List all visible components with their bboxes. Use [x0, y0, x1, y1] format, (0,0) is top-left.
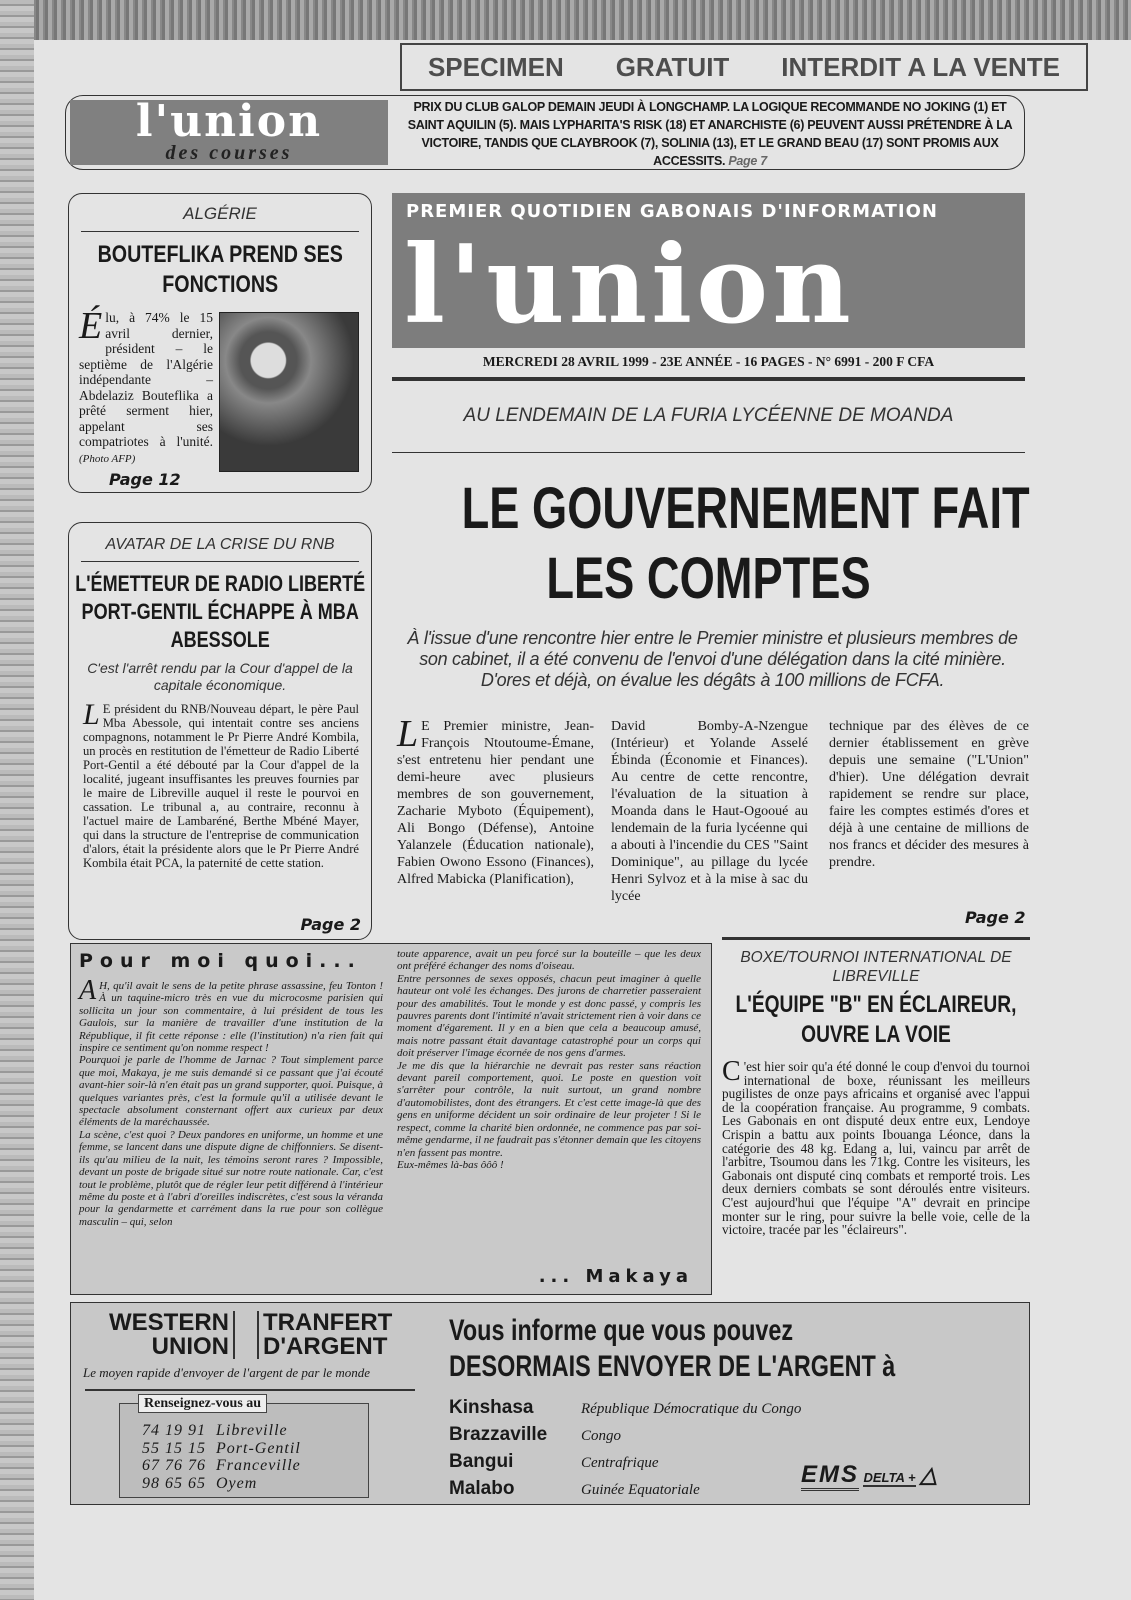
western-union-ad: WESTERN UNION TRANFERT D'ARGENT Le moyen rapide d'envoyer de l'argent de par le monde Renseignez-vous au 74 19 91 Libreville 55 15 15 Port-Gentil 67 76 76 Franceville 98 65 65 Oyem Vous informe que vous pouvez DESORMAIS ENVOYER DE L'ARGENT à Kinshasa République Démocratique du Congo Brazzaville Congo Bangui Centrafrique Malabo Guinée Equatoriale EMS DELTA + △	[70, 1302, 1030, 1505]
info-box: Renseignez-vous au 74 19 91 Libreville 55 15 15 Port-Gentil 67 76 76 Franceville 98 65 65 Oyem	[119, 1403, 369, 1498]
page-link[interactable]: Page 2	[965, 908, 1026, 927]
algerie-headline: BOUTEFLIKA PREND SES FONCTIONS	[97, 241, 343, 298]
page-link[interactable]: Page 12	[109, 470, 181, 489]
page-link[interactable]: Page 2	[300, 915, 361, 934]
phone-number: 98 65 65 Oyem	[142, 1474, 258, 1492]
bouteflika-photo	[219, 312, 359, 472]
dateline: MERCREDI 28 AVRIL 1999 - 23E ANNÉE - 16 PAGES - N° 6991 - 200 F CFA	[482, 354, 935, 369]
lead-kicker: AU LENDEMAIN DE LA FURIA LYCÉENNE DE MOANDA	[463, 405, 954, 426]
destination: Kinshasa République Démocratique du Congo	[449, 1397, 802, 1418]
rnb-box: AVATAR DE LA CRISE DU RNB L'ÉMETTEUR DE RADIO LIBERTÉ PORT-GENTIL ÉCHAPPE À MBA ABESSOLE C'est l'arrêt rendu par la Cour d'appel de la capitale économique. L E président du RNB/Nouveau départ, le père Paul Mba Abessole, qui intentait contre ses anciens compagnons, notamment le Pr Pierre André Kombila, un procès en restitution de l'émetteur de Radio Liberté Port-Gentil a été débouté par la Cour d'appel de la localité, jugeant insuffisantes les preuves fournies par le maire de Libreville auquel il reste le pourvoi en cassation. Le tribunal a, au contraire, reconnu à l'actuel maire de Lambaréné, Berthe Mbéné Mayer, qui dans la structure de l'entreprise de communication d'alors, était la présidente alors que le Pr Pierre André Kombila était PCA, la paternité de cette station. Page 2	[68, 522, 372, 940]
masthead-tagline: PREMIER QUOTIDIEN GABONAIS D'INFORMATION	[406, 201, 938, 222]
phone-number: 55 15 15 Port-Gentil	[142, 1439, 301, 1457]
courses-logo: l'union des courses	[70, 100, 388, 165]
boxe-headline: L'ÉQUIPE "B" EN ÉCLAIREUR, OUVRE LA VOIE	[735, 991, 1017, 1048]
algerie-box: ALGÉRIE BOUTEFLIKA PREND SES FONCTIONS Élu, à 74% le 15 avril dernier, président – le septième de l'Algérie indépendante – Abdelaziz Bouteflika a prêté serment hier, appelant ses compatriotes à l'unité. (Photo AFP) Page 12	[68, 193, 372, 493]
pour-moi-quoi-column: Pour moi quoi... A H, qu'il avait le sens de la petite phrase assassine, feu Tonton ! À un taquine-micro très en vue du microcosme parisien qui sollicita un jour son commentaire, à lui président de tous les Gaulois, sur la manière de travailler d'une institution de la République, il fit cette réponse : elle (l'institution) n'a rien fait qui inspire ce sentiment qu'on nomme respect ! Pourquoi je parle de l'homme de Jarnac ? Tout simplement parce que moi, Makaya, je me suis demandé si ce passant que j'ai écouté avant-hier soir-là n'en était pas un grand supporter, quoi. Puisque, à quelques variantes près, c'est la formule qu'il a utilisée devant le spectacle absolument consternant offert aux curieux par deux éléments de la maréchaussée. La scène, c'est quoi ? Deux pandores en uniforme, un homme et une femme, se lancent dans une dispute digne de chiffonniers. Se disent-ils qu'au milieu de la nuit, les témoins seront rares ? Impossible, devant un poste de brigade situé sur notre route nationale. Car, c'est tout le problème, plutôt que de régler leur petit différend à l'intérieur même du poste et à l'abri d'oreilles indiscrètes, c'est sous la véranda pour la gendarmette et carrément dans la rue pour son collègue masculin – qui, selon toute apparence, avait un peu forcé sur la bouteille – que les deux ont préféré échanger des noms d'oiseau. Entre personnes de sexes opposés, chacun peut imaginer à quelle hauteur ont volé les échanges. Des jurons de charretier passeraient pour des amabilités. Tout le monde y est donc passé, y compris les pauvres parents dont l'intimité n'avait strictement rien à voir dans ce moment d'égarement. Il y en a bien que cela a beaucoup amusé, mais notre passant était davantage catastrophé pour un corps qui doit préserver l'image écornée de nos gens d'armes. Je me dis que la hiérarchie ne devrait pas rester sans réaction devant pareil comportement, quoi. Le poste en question voit s'arrêter pour contrôle, la nuit surtout, un grand nombre d'automobilistes, dont des étrangers. Et c'est cette image-là que des gens en uniforme décident un soir ordinaire de leur projeter ! Si le respect, comme la charité bien ordonnée, ne commence pas par soi-même gendarme, il ne faudrait pas s'étonner demain que les citoyens n'en fassent pas montre. Eux-mêmes là-bas ôôô ! ... Makaya	[70, 943, 712, 1295]
phone-number: 74 19 91 Libreville	[142, 1422, 288, 1439]
boxe-body: C 'est hier soir qu'a été donné le coup d'envoi du tournoi international de boxe, réunissant les meilleurs pugilistes de onze pays africains et organisé avec l'appui de la coopération française. Au programme, 9 combats. Les Gabonais en ont disputé deux entre eux, Lendoye Crispin a battu aux points Ibouanga Léonce, dans la catégorie des 48 kg. Edang a, lui, vaincu par arrêt de l'arbitre, Tsoumou dans les 71kg. Contre les visiteurs, les Gabonais ont disputé cinq combats et remporté trois. Les deux derniers combats se sont déroulés entre visiteurs. C'est aujourd'hui que l'équipe "A" devrait en principe monter sur le ring, pour suivre la belle voie, celle de la victoire, tracée par les "éclaireurs".	[722, 1056, 1030, 1238]
western-union-logo: WESTERN UNION	[85, 1311, 235, 1359]
destination: Bangui Centrafrique	[449, 1451, 659, 1472]
stamp-specimen: SPECIMEN	[427, 51, 564, 82]
phone-number: 67 76 76 Franceville	[142, 1457, 301, 1474]
lead-deck: À l'issue d'une rencontre hier entre le Premier ministre et plusieurs membres de son cabinet, il a été convenu de l'envoi d'une délégation dans la cité minière. D'ores et déjà, on évalue les dégâts à 100 millions de FCFA.	[407, 628, 1018, 690]
masthead	[392, 193, 1025, 348]
specimen-stamp	[400, 43, 1088, 91]
author-signature: ... Makaya	[538, 1266, 693, 1287]
destination: Brazzaville Congo	[449, 1424, 622, 1445]
lead-col-2: David Bomby-A-Nzengue (Intérieur) et Yolande Asselé Ébinda (Économie et Finances). Au centre de cette rencontre, l'évaluation de la situation à Moanda dans le Haut-Ogooué au lendemain de la furia lycéenne qui a abouti à l'incendie du CES "Saint Dominique", au pillage du lycée Henri Sylvoz et à la mise à sac du lycée	[611, 719, 808, 904]
rnb-headline: L'ÉMETTEUR DE RADIO LIBERTÉ PORT-GENTIL ÉCHAPPE À MBA ABESSOLE	[75, 571, 365, 652]
column-title: Pour moi quoi...	[79, 950, 362, 972]
divider	[392, 377, 1025, 381]
ems-delta-logo: EMS DELTA + △	[801, 1461, 937, 1489]
lead-col-1: L E Premier ministre, Jean-François Ntoutoume-Émane, s'est entretenu hier pendant une demi-heure avec plusieurs membres de son gouvernement, Zacharie Myboto (Équipement), Ali Bongo (Défense), Antoine Yalanzele (Éducation nationale), Fabien Owono Essono (Finances), Alfred Mabicka (Planification),	[397, 713, 594, 887]
stamp-interdit: INTERDIT A LA VENTE	[781, 51, 1061, 82]
stamp-gratuit: GRATUIT	[615, 51, 730, 82]
lead-col-3: technique par des élèves de ce dernier établissement en grève depuis une semaine ("L'Union" d'hier). Une délégation devrait rapidement se rendre sur place, faire les comptes estimés d'ores et déjà à une centaine de millions de nos francs et décider des mesures à prendre.	[829, 719, 1029, 870]
scan-border-left	[0, 0, 34, 1600]
masthead-logo: l'union	[404, 222, 855, 348]
scan-border-top	[0, 0, 1131, 40]
lead-headline: LE GOUVERNEMENT FAIT LES COMPTES	[461, 476, 1030, 611]
destination: Malabo Guinée Equatoriale	[449, 1478, 700, 1499]
courses-teaser: PRIX DU CLUB GALOP DEMAIN JEUDI À LONGCHAMP. LA LOGIQUE RECOMMANDE NO JOKING (1) ET SAINT AQUILIN (5). MAIS LYPHARITA'S RISK (18) ET ANARCHISTE (6) PEUVENT AUSSI PRÉTENDRE À LA VICTOIRE, TANDIS QUE CLAYBROOK (7), SOLINIA (13), ET LE GRAND BEAU (17) SONT PROMIS AUX ACCESSITS. Page 7	[407, 100, 1013, 168]
